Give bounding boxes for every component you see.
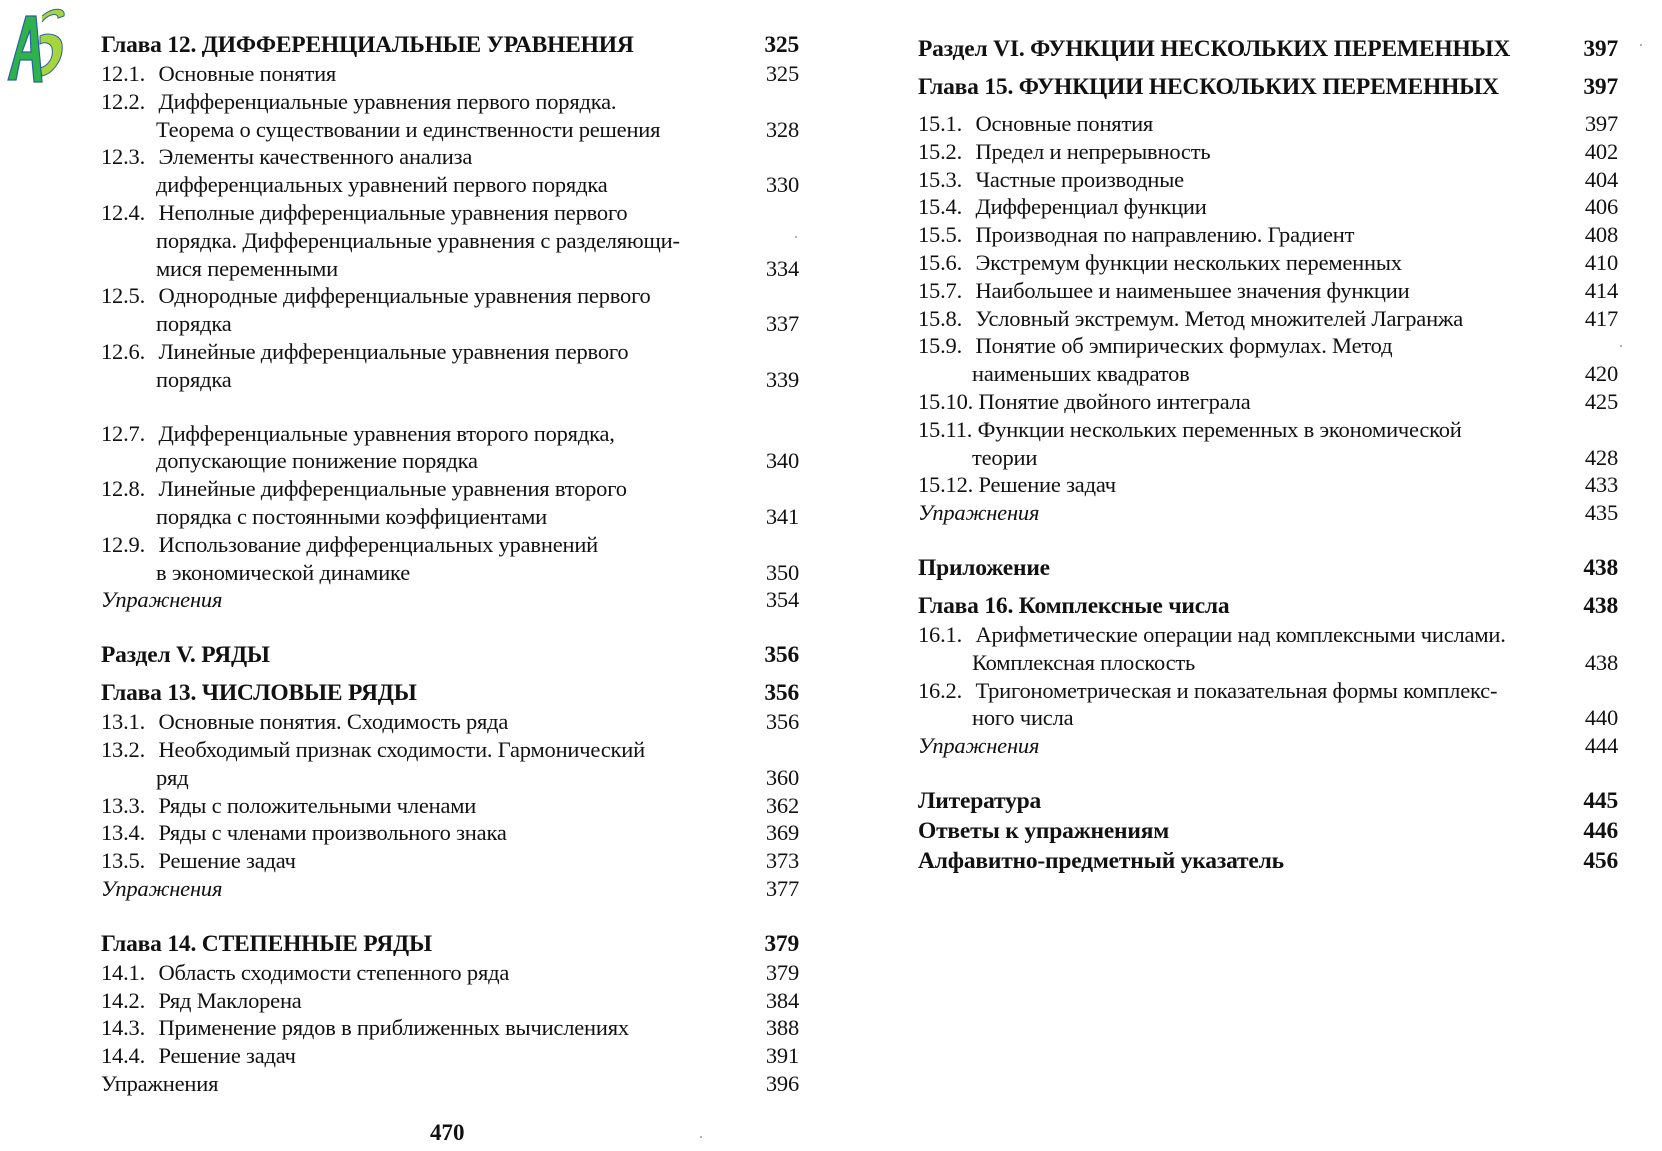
toc-section-15-8[interactable]: 15.8. Условный экстремум. Метод множителей Лагранжа 417: [918, 305, 1618, 331]
toc-section-14-1[interactable]: 14.1. Область сходимости степенного ряда 379: [101, 959, 799, 985]
toc-bibliography[interactable]: Литература 445: [918, 787, 1618, 814]
toc-section-12-7[interactable]: 12.7. Дифференциальные уравнения второго порядка, допускающие понижение порядка 340: [101, 420, 799, 474]
spacer: [101, 394, 799, 420]
toc-section-14-4[interactable]: 14.4. Решение задач 391: [101, 1043, 799, 1069]
toc-section-16-1[interactable]: 16.1. Арифметические операции над комплексными числами. Комплексная плоскость 438: [918, 621, 1618, 675]
toc-exercises-12[interactable]: Упражнения 354: [101, 587, 799, 613]
toc-section-15-7[interactable]: 15.7. Наибольшее и наименьшее значения функции 414: [918, 277, 1618, 303]
toc-chapter-16[interactable]: Глава 16. Комплексные числа 438: [918, 592, 1618, 619]
toc-answers[interactable]: Ответы к упражнениям 446: [918, 817, 1618, 844]
spacer: [101, 903, 799, 929]
spacer: [101, 614, 799, 640]
toc-section-14-3[interactable]: 14.3. Применение рядов в приближенных вычислениях 388: [101, 1015, 799, 1041]
toc-chapter-13[interactable]: Глава 13. ЧИСЛОВЫЕ РЯДЫ 356: [101, 680, 799, 707]
toc-section-14-2[interactable]: 14.2. Ряд Маклорена 384: [101, 987, 799, 1013]
ag-logo-icon: [2, 2, 72, 86]
toc-section-12-3[interactable]: 12.3. Элементы качественного анализа дифференциальных уравнений первого порядка 330: [101, 144, 799, 198]
toc-chapter-14[interactable]: Глава 14. СТЕПЕННЫЕ РЯДЫ 379: [101, 930, 799, 957]
scan-speck: [1640, 44, 1642, 46]
page-number: 470: [430, 1120, 465, 1145]
toc-index[interactable]: Алфавитно-предметный указатель 456: [918, 847, 1618, 874]
toc-section-12-4[interactable]: 12.4. Неполные дифференциальные уравнения первого порядка. Дифференциальные уравнения с разделяющи- мися переменными 334: [101, 199, 799, 281]
toc-section-12-6[interactable]: 12.6. Линейные дифференциальные уравнения первого порядка 339: [101, 338, 799, 392]
toc-section-12-8[interactable]: 12.8. Линейные дифференциальные уравнения второго порядка с постоянными коэффициентами 341: [101, 476, 799, 529]
toc-section-15-11[interactable]: 15.11. Функции нескольких переменных в экономической теории 428: [918, 416, 1618, 470]
toc-left-column: [101, 30, 799, 1098]
toc-section-12-9[interactable]: 12.9. Использование дифференциальных уравнений в экономической динамике 350: [101, 531, 799, 585]
toc-section-13-3[interactable]: 13.3. Ряды с положительными членами 362: [101, 792, 799, 818]
spacer: [918, 760, 1618, 786]
toc-section-15-6[interactable]: 15.6. Экстремум функции нескольких переменных 410: [918, 249, 1618, 275]
toc-section-13-1[interactable]: 13.1. Основные понятия. Сходимость ряда 356: [101, 709, 799, 735]
scan-speck: [1620, 345, 1622, 347]
toc-section-15-4[interactable]: 15.4. Дифференциал функции 406: [918, 194, 1618, 220]
toc-chapter-12[interactable]: Глава 12. ДИФФЕРЕНЦИАЛЬНЫЕ УРАВНЕНИЯ 325: [101, 32, 799, 58]
toc-section-16-2[interactable]: 16.2. Тригонометрическая и показательная формы комплекс- ного числа 440: [918, 677, 1618, 731]
toc-exercises-16[interactable]: Упражнения 444: [918, 733, 1618, 759]
publisher-logo: [2, 2, 72, 86]
toc-exercises-15[interactable]: Упражнения 435: [918, 500, 1618, 526]
toc-chapter-15[interactable]: Глава 15. ФУНКЦИИ НЕСКОЛЬКИХ ПЕРЕМЕННЫХ 397: [918, 74, 1618, 100]
toc-section-12-5[interactable]: 12.5. Однородные дифференциальные уравнения первого порядка 337: [101, 283, 799, 337]
toc-exercises-14[interactable]: Упражнения 396: [101, 1070, 799, 1096]
toc-section-15-12[interactable]: 15.12. Решение задач 433: [918, 472, 1618, 498]
toc-section-15-3[interactable]: 15.3. Частные производные 404: [918, 166, 1618, 192]
toc-section-12-1[interactable]: 12.1. Основные понятия 325: [101, 61, 799, 86]
toc-appendix[interactable]: Приложение 438: [918, 554, 1618, 581]
toc-part-6[interactable]: Раздел VI. ФУНКЦИИ НЕСКОЛЬКИХ ПЕРЕМЕННЫХ 397: [918, 36, 1618, 62]
toc-section-15-1[interactable]: 15.1. Основные понятия 397: [918, 111, 1618, 136]
scan-speck: [795, 236, 797, 238]
toc-section-15-10[interactable]: 15.10. Понятие двойного интеграла 425: [918, 388, 1618, 414]
scan-speck: [700, 1136, 702, 1138]
toc-section-12-2[interactable]: 12.2. Дифференциальные уравнения первого порядка. Теорема о существовании и единственности решения 328: [101, 88, 799, 142]
spacer: [101, 670, 799, 678]
toc-section-15-2[interactable]: 15.2. Предел и непрерывность 402: [918, 138, 1618, 164]
toc-section-13-2[interactable]: 13.2. Необходимый признак сходимости. Гармонический ряд 360: [101, 736, 799, 790]
spacer: [918, 102, 1618, 110]
toc-section-15-5[interactable]: 15.5. Производная по направлению. Градиент 408: [918, 222, 1618, 248]
toc-right-column: [918, 34, 1618, 876]
toc-exercises-13[interactable]: Упражнения 377: [101, 875, 799, 901]
spacer: [918, 583, 1618, 591]
spacer: [918, 527, 1618, 553]
toc-section-13-5[interactable]: 13.5. Решение задач 373: [101, 848, 799, 874]
spacer: [918, 64, 1618, 72]
toc-section-13-4[interactable]: 13.4. Ряды с членами произвольного знака 369: [101, 820, 799, 846]
toc-part-5[interactable]: Раздел V. РЯДЫ 356: [101, 642, 799, 669]
toc-section-15-9[interactable]: 15.9. Понятие об эмпирических формулах. Метод наименьших квадратов 420: [918, 333, 1618, 387]
